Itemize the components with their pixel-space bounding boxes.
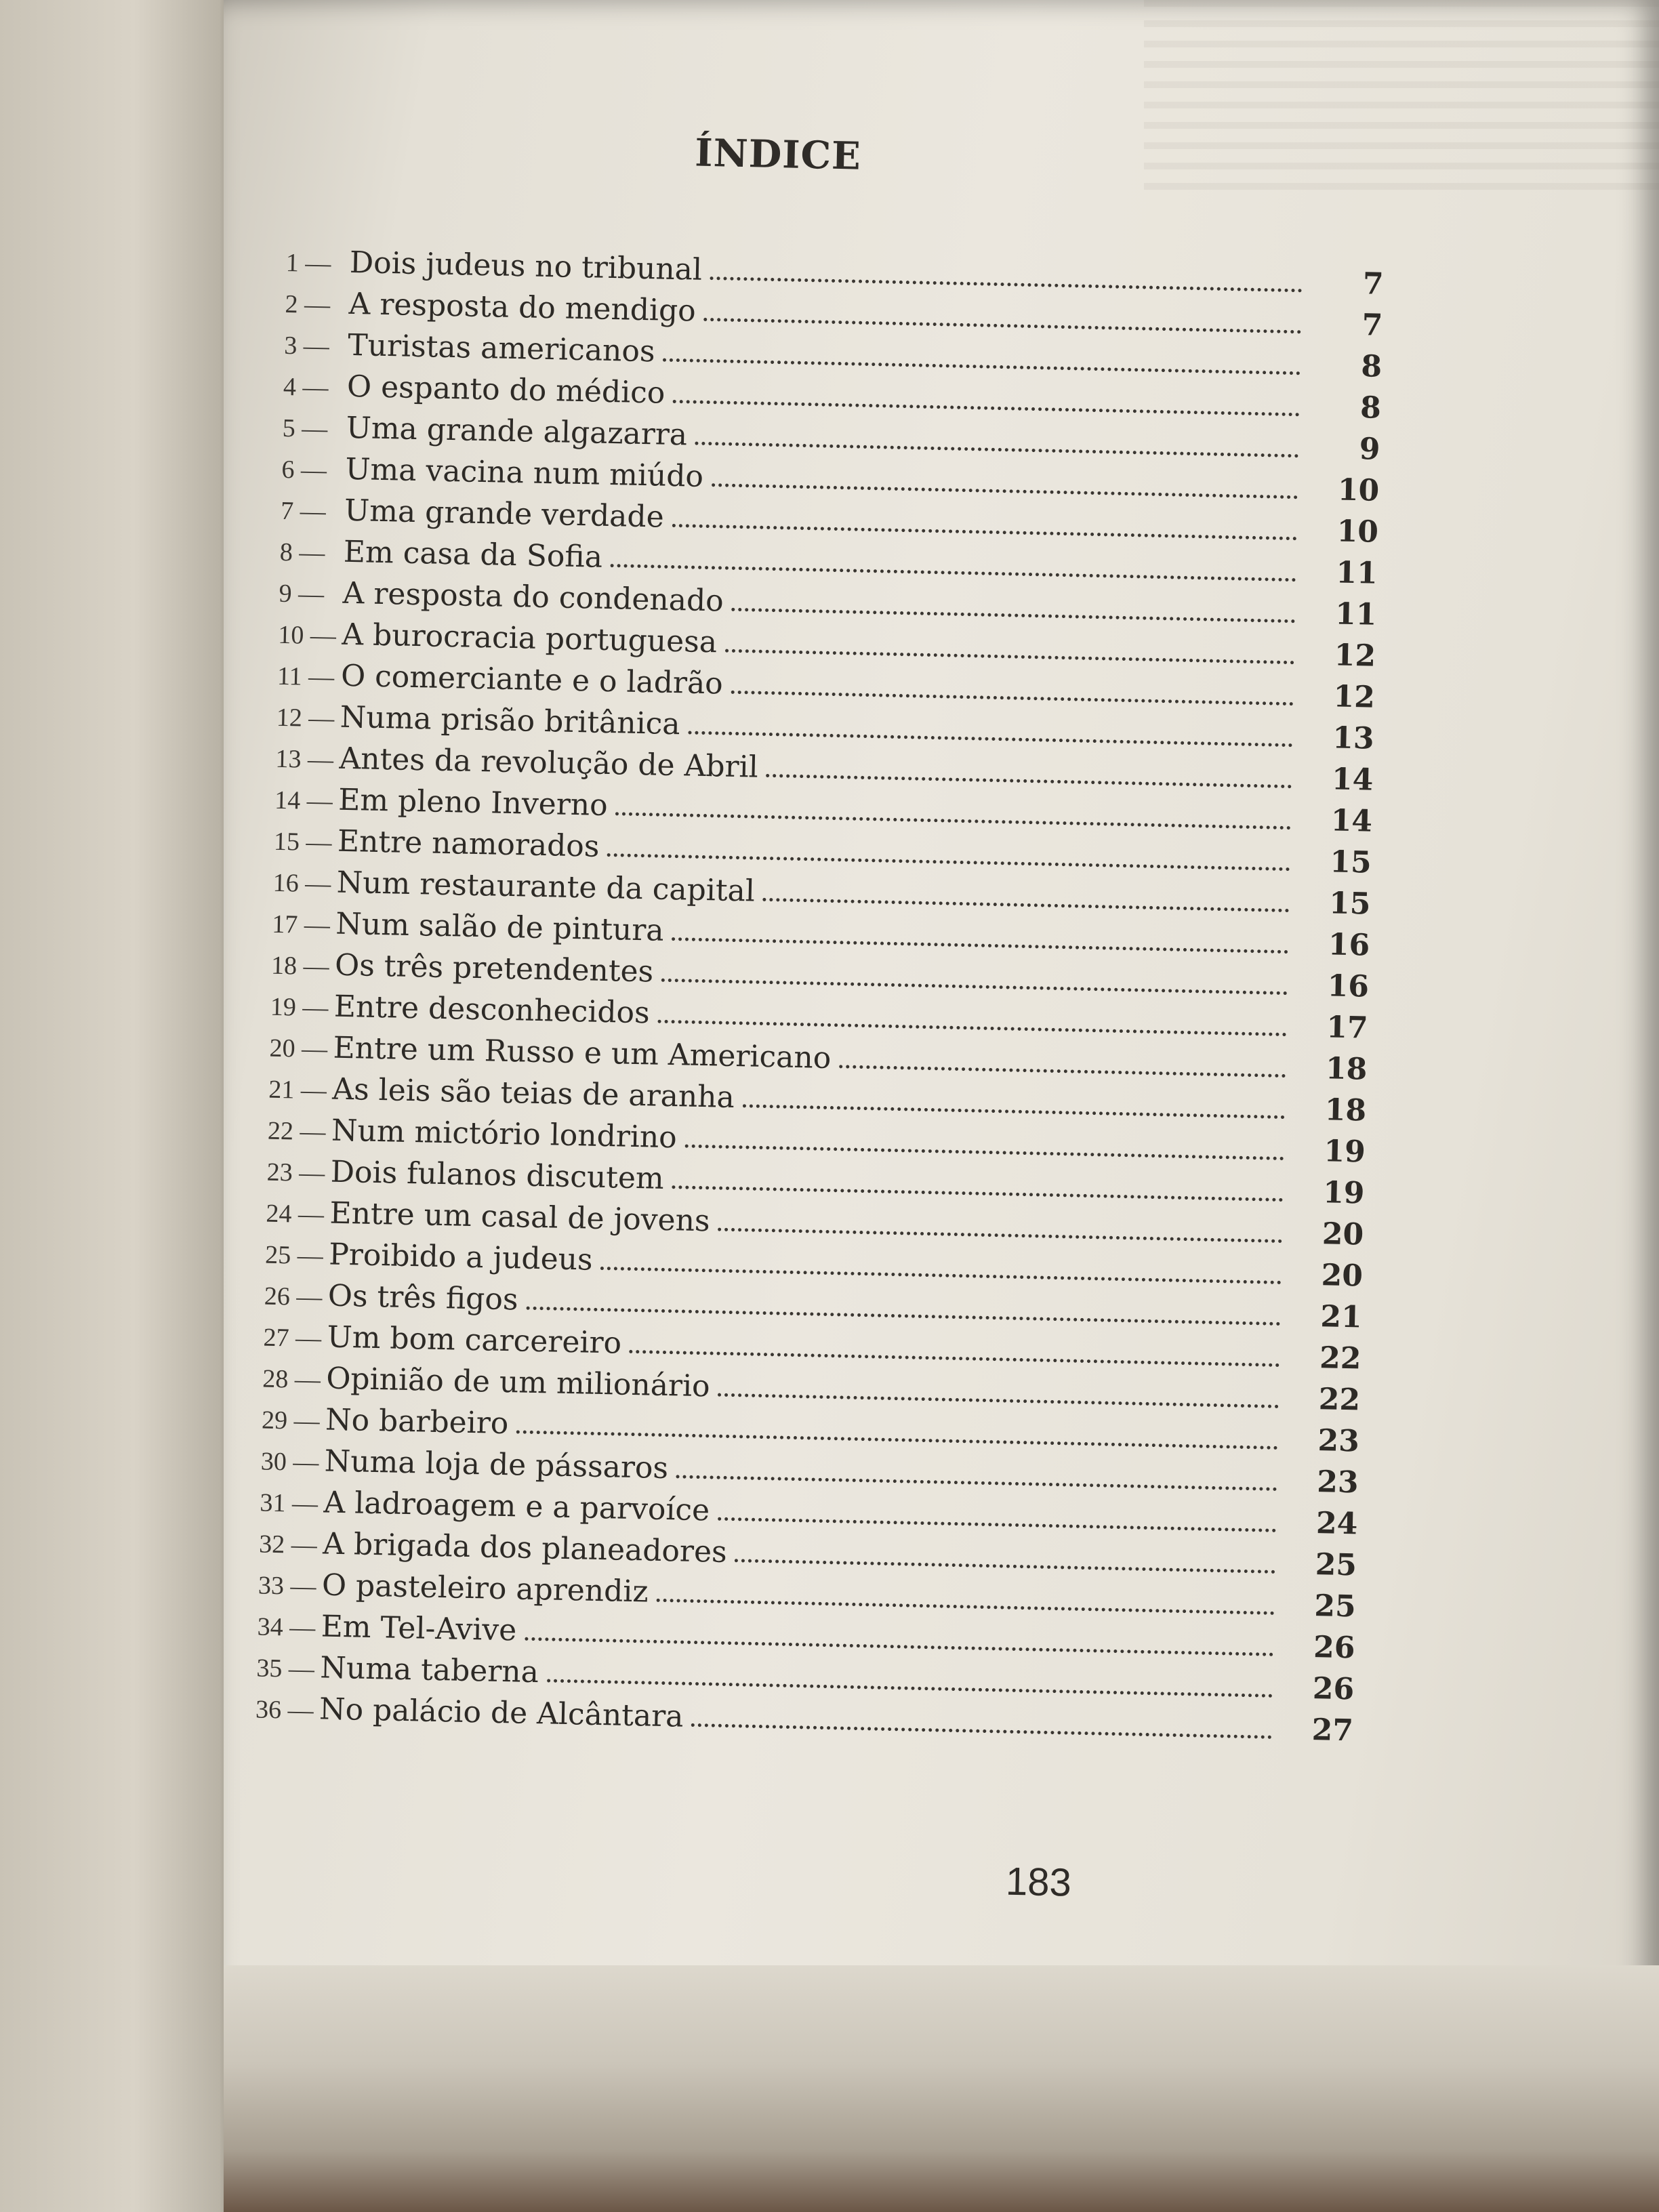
toc-entry-number: 1 — (285, 248, 331, 279)
dot-leader (526, 1307, 1280, 1326)
toc-entry-page: 10 (1337, 472, 1380, 508)
toc-entry-title: A burocracia portuguesa (341, 617, 718, 660)
toc-entry-number: 17 — (271, 909, 331, 940)
toc-entry-title: Dois judeus no tribunal (349, 245, 703, 287)
toc-entry-number: 15 — (273, 827, 332, 857)
toc-entry-number: 5 — (282, 413, 328, 444)
toc-entry-number: 28 — (262, 1364, 321, 1395)
toc-entry-title: Dois fulanos discutem (330, 1154, 665, 1196)
toc-entry-number: 19 — (270, 992, 329, 1023)
toc-entry-title: Numa loja de pássaros (324, 1443, 669, 1486)
toc-entry-number: 16 — (272, 868, 331, 899)
dot-leader (663, 359, 1300, 375)
dot-leader (630, 1350, 1279, 1367)
toc-entry-number: 23 — (266, 1158, 325, 1188)
dot-leader (718, 1517, 1276, 1532)
dot-leader (763, 898, 1290, 912)
page-number: 183 (1005, 1859, 1072, 1905)
toc-entry-page: 11 (1335, 555, 1378, 591)
dot-leader (691, 1723, 1272, 1739)
toc-entry-page: 26 (1313, 1630, 1355, 1666)
toc-entry-number: 24 — (266, 1199, 325, 1229)
toc-entry-number: 36 — (255, 1695, 314, 1725)
toc-entry-page: 7 (1361, 308, 1383, 343)
page-title: ÍNDICE (694, 130, 862, 179)
toc-entry-title: Um bom carcereiro (327, 1319, 622, 1361)
toc-entry-title: Opinião de um milionário (325, 1361, 711, 1404)
toc-entry-page: 20 (1322, 1216, 1364, 1252)
toc-entry-page: 18 (1325, 1051, 1368, 1087)
toc-entry-page: 14 (1331, 762, 1374, 798)
toc-entry-page: 16 (1327, 968, 1370, 1004)
toc-entry-number: 29 — (261, 1406, 321, 1436)
toc-entry-title: Uma vacina num miúdo (344, 451, 704, 494)
toc-content (250, 0, 1456, 1989)
dot-leader (676, 1475, 1277, 1491)
toc-entry-title: Num mictório londrino (331, 1113, 678, 1155)
toc-entry-title: Antes da revolução de Abril (339, 741, 759, 785)
dot-leader (725, 649, 1294, 665)
dot-leader (718, 1393, 1279, 1408)
toc-entry-number: 31 — (260, 1488, 319, 1519)
toc-entry-page: 25 (1315, 1547, 1357, 1583)
toc-entry-page: 19 (1323, 1134, 1366, 1170)
dot-leader (718, 1228, 1282, 1243)
toc-entry-page: 12 (1334, 638, 1376, 674)
toc-entry-title: Entre desconhecidos (333, 989, 651, 1031)
toc-entry-number: 20 — (269, 1033, 328, 1064)
dot-leader (656, 1599, 1274, 1615)
dot-leader (735, 1559, 1275, 1574)
toc-entry-title: A ladroagem e a parvoíce (323, 1485, 710, 1528)
toc-entry-page: 10 (1336, 514, 1379, 550)
toc-entry-page: 25 (1313, 1589, 1357, 1624)
facing-page (0, 0, 244, 2212)
toc-entry-number: 8 — (279, 537, 325, 568)
toc-entry-title: No palácio de Alcântara (319, 1692, 684, 1734)
page-bottom-shadow (224, 1965, 1659, 2212)
dot-leader (710, 276, 1303, 292)
toc-entry-title: O pasteleiro aprendiz (321, 1568, 649, 1610)
toc-entry-page: 15 (1328, 886, 1371, 922)
toc-entry-page: 19 (1322, 1175, 1366, 1211)
toc-entry-title: Num salão de pintura (335, 906, 665, 948)
toc-entry-title: Em casa da Sofia (343, 534, 603, 575)
toc-entry-title: Proibido a judeus (328, 1237, 594, 1277)
toc-entry-number: 30 — (260, 1447, 319, 1477)
toc-entry-title: A resposta do condenado (342, 575, 724, 619)
dot-leader (839, 1065, 1286, 1078)
dot-leader (525, 1637, 1273, 1656)
toc-entry-title: O espanto do médico (346, 369, 665, 411)
toc-entry-page: 27 (1311, 1713, 1354, 1748)
toc-entry-title: Numa prisão britânica (340, 699, 681, 742)
dot-leader (615, 812, 1290, 830)
dot-leader (684, 1145, 1284, 1161)
toc-entry-title: Em pleno Inverno (337, 782, 609, 823)
toc-entry-page: 20 (1321, 1258, 1364, 1294)
toc-entry-title: O comerciante e o ladrão (340, 658, 724, 701)
dot-leader (672, 1185, 1283, 1202)
dot-leader (742, 1104, 1284, 1119)
toc-entry-page: 7 (1362, 266, 1385, 302)
dot-leader (672, 937, 1288, 954)
dot-leader (731, 608, 1295, 623)
toc-entry-number: 26 — (264, 1282, 323, 1312)
toc-entry-number: 13 — (275, 744, 334, 775)
toc-entry-number: 34 — (257, 1612, 316, 1643)
dot-leader (712, 483, 1298, 499)
dot-leader (516, 1430, 1278, 1450)
toc-entry-number: 33 — (258, 1571, 316, 1601)
toc-entry-page: 8 (1360, 349, 1382, 384)
toc-entry-title: No barbeiro (325, 1402, 509, 1441)
dot-leader (611, 564, 1296, 581)
toc-entry-number: 35 — (255, 1654, 315, 1684)
toc-entry-number: 2 — (285, 289, 331, 320)
toc-entry-number: 12 — (276, 703, 335, 733)
toc-entry-title: Uma grande algazarra (346, 410, 688, 453)
toc-entry-title: Os três figos (327, 1278, 518, 1317)
dot-leader (661, 979, 1288, 995)
dot-leader (731, 691, 1293, 705)
dot-leader (673, 400, 1300, 416)
toc-entry-page: 22 (1319, 1340, 1361, 1376)
toc-entry-page: 15 (1329, 844, 1372, 880)
toc-entry-page: 11 (1334, 596, 1377, 632)
dot-leader (703, 318, 1301, 333)
toc-entry-title: A brigada dos planeadores (322, 1526, 728, 1570)
toc-entry-page: 22 (1318, 1382, 1361, 1418)
dot-leader (766, 774, 1292, 788)
toc-entry-title: Em Tel-Avive (321, 1609, 517, 1648)
toc-entry-page: 8 (1359, 390, 1382, 426)
dot-leader (657, 1020, 1286, 1036)
dot-leader (607, 853, 1290, 871)
toc-entry-page: 21 (1319, 1299, 1363, 1335)
toc-entry-number: 9 — (279, 579, 325, 609)
toc-entry-page: 23 (1317, 1423, 1360, 1459)
toc-entry-title: Entre um casal de jovens (329, 1195, 711, 1239)
toc-entry-number: 22 — (267, 1116, 326, 1147)
dot-leader (547, 1679, 1273, 1697)
toc-entry-number: 25 — (264, 1240, 324, 1271)
toc-entry-page: 18 (1324, 1092, 1367, 1128)
toc-entry-title: Entre namorados (337, 823, 600, 864)
toc-entry-number: 21 — (268, 1075, 327, 1105)
toc-entry-page: 26 (1312, 1671, 1355, 1707)
toc-entry-number: 14 — (274, 785, 333, 816)
toc-entry-page: 17 (1326, 1010, 1369, 1046)
toc-entry-title: Entre um Russo e um Americano (333, 1030, 832, 1076)
toc-entry-number: 4 — (283, 372, 329, 403)
table-of-contents (255, 244, 1384, 1755)
toc-entry-number: 32 — (258, 1530, 318, 1560)
dot-leader (688, 731, 1292, 747)
toc-entry-number: 11 — (276, 661, 335, 692)
toc-entry-number: 7 — (280, 496, 327, 527)
toc-entry-title: As leis são teias de aranha (331, 1071, 735, 1115)
toc-entry-number: 27 — (263, 1323, 322, 1353)
toc-entry-number: 3 — (283, 331, 330, 361)
dot-leader (600, 1267, 1281, 1284)
toc-entry-page: 9 (1359, 432, 1380, 467)
toc-entry-page: 16 (1328, 927, 1370, 963)
toc-entry-title: Turistas americanos (347, 327, 656, 369)
dot-leader (695, 442, 1299, 458)
toc-entry-number: 10 — (277, 620, 337, 651)
toc-entry-title: Numa taberna (319, 1650, 539, 1690)
dot-leader (672, 524, 1296, 540)
toc-entry-title: Uma grande verdade (344, 493, 665, 535)
toc-entry-page: 14 (1330, 803, 1373, 839)
toc-entry-title: Os três pretendentes (334, 947, 654, 989)
toc-entry-page: 23 (1316, 1465, 1359, 1500)
toc-entry-page: 24 (1315, 1506, 1358, 1542)
toc-entry-title: Num restaurante da capital (336, 865, 756, 909)
toc-entry-page: 12 (1333, 679, 1376, 715)
toc-entry-number: 18 — (270, 951, 330, 981)
toc-entry-title: A resposta do mendigo (348, 286, 697, 329)
toc-entry-page: 13 (1332, 720, 1375, 756)
toc-entry-number: 6 — (281, 455, 327, 485)
